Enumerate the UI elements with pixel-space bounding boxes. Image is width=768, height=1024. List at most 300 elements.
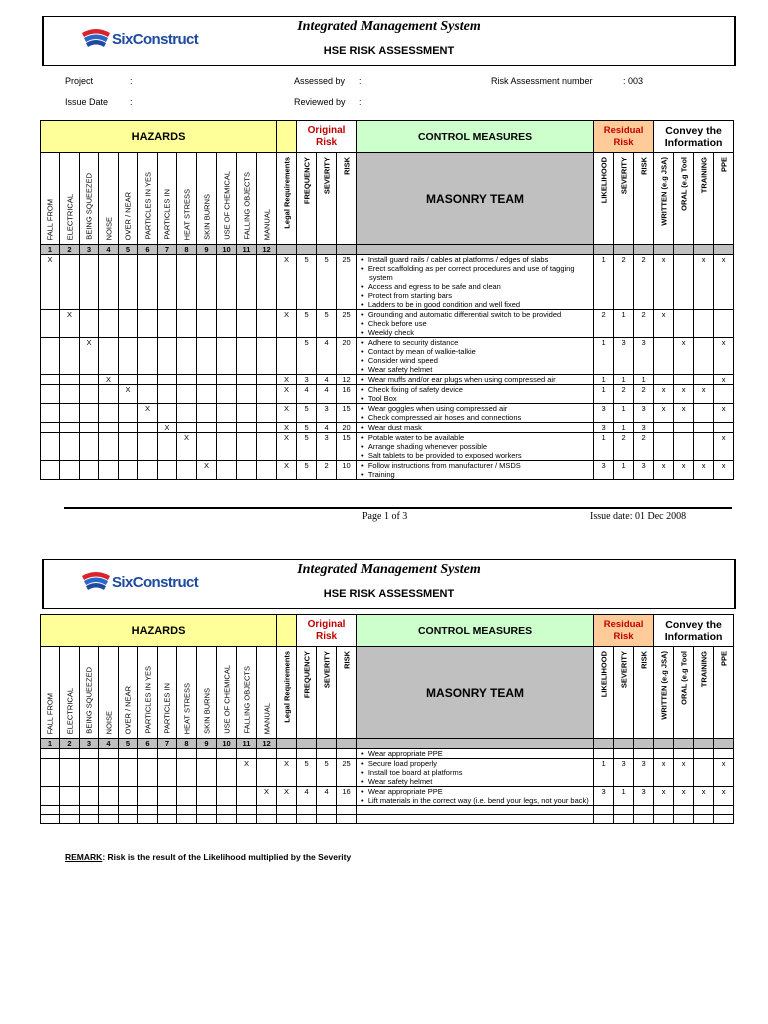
- orig-col-2-text: SEVERITY: [322, 651, 332, 689]
- table-row: [41, 806, 734, 815]
- number-row-blank: [317, 739, 337, 749]
- hazard-number: 6: [138, 739, 158, 749]
- hazard-mark: [217, 787, 237, 806]
- column-header-row: [41, 647, 734, 739]
- written-mark: x: [654, 385, 674, 404]
- hazard-mark: X: [237, 759, 257, 787]
- hazard-col-6: [138, 647, 158, 739]
- control-measure-item: • Access and egress to be safe and clean: [361, 282, 593, 291]
- hazard-mark: [177, 787, 197, 806]
- control-measure-item: • Potable water to be available: [361, 433, 593, 442]
- training-mark: x: [694, 787, 714, 806]
- likelihood-value: 1: [594, 375, 614, 385]
- control-measures-cell: [357, 759, 594, 787]
- hazard-col-1-text: FALL FROM: [45, 692, 55, 734]
- hazard-mark: [158, 461, 177, 480]
- hazard-mark: [197, 375, 217, 385]
- frequency-value: 5: [297, 423, 317, 433]
- control-measure-item: • Wear safety helmet: [361, 777, 593, 786]
- ppe-mark: x: [714, 404, 734, 423]
- hazard-mark: [237, 461, 257, 480]
- training-mark: [694, 375, 714, 385]
- hazard-mark: [41, 338, 60, 375]
- severity-value: 5: [317, 255, 337, 310]
- hazard-mark: [257, 310, 277, 338]
- hazard-col-4: [99, 153, 119, 245]
- hazard-mark: [217, 385, 237, 404]
- convey-col-3: [694, 153, 714, 245]
- hazard-mark: [41, 310, 60, 338]
- ppe-mark: [714, 806, 734, 815]
- hazard-col-5-text: OVER / NEAR: [123, 191, 133, 240]
- hazard-mark: [99, 404, 119, 423]
- convey-col-3-text: TRAINING: [699, 651, 709, 688]
- hazard-number: 3: [80, 739, 99, 749]
- remark-label: REMARK: [65, 852, 103, 862]
- hazard-mark: [138, 338, 158, 375]
- hazard-mark: [80, 749, 99, 759]
- number-row-blank: [674, 739, 694, 749]
- training-mark: [694, 310, 714, 338]
- written-mark: [654, 423, 674, 433]
- severity-value: 4: [317, 787, 337, 806]
- legal-mark: [277, 338, 297, 375]
- risk-value: [337, 815, 357, 824]
- table-row: [41, 815, 734, 824]
- written-mark: x: [654, 310, 674, 338]
- hazard-mark: [99, 310, 119, 338]
- hazard-mark: [119, 404, 138, 423]
- hazard-col-11-text: FALLING OBJECTS: [242, 172, 251, 240]
- residual-risk-value: [634, 806, 654, 815]
- hazard-mark: [60, 787, 80, 806]
- hazard-col-5: [119, 647, 138, 739]
- hazard-mark: [177, 310, 197, 338]
- hazard-mark: [99, 749, 119, 759]
- hazard-mark: [99, 338, 119, 375]
- frequency-value: [297, 815, 317, 824]
- hazard-mark: [237, 385, 257, 404]
- legal-mark: X: [277, 787, 297, 806]
- training-mark: [694, 759, 714, 787]
- hazard-mark: [257, 759, 277, 787]
- hazard-mark: [80, 806, 99, 815]
- risk-value: 15: [337, 404, 357, 423]
- hazard-mark: [197, 806, 217, 815]
- training-mark: x: [694, 461, 714, 480]
- issue-label: Issue Date: [65, 97, 109, 107]
- control-measure-item: • Training: [361, 470, 593, 479]
- orig-col-1-text: FREQUENCY: [302, 157, 312, 205]
- hazard-mark: X: [99, 375, 119, 385]
- control-measure-item: • Check before use: [361, 319, 593, 328]
- hazard-mark: [119, 759, 138, 787]
- training-mark: [694, 806, 714, 815]
- hazard-mark: X: [60, 310, 80, 338]
- legal-mark: X: [277, 461, 297, 480]
- hazard-mark: [237, 375, 257, 385]
- ppe-mark: [714, 423, 734, 433]
- hazard-col-2-text: ELECTRICAL: [65, 193, 74, 240]
- residual-severity-value: 3: [614, 338, 634, 375]
- frequency-value: 4: [297, 787, 317, 806]
- hazard-mark: [80, 433, 99, 461]
- header-box-1: [42, 16, 736, 66]
- hazard-col-10-text: USE OF CHEMICAL: [222, 171, 231, 240]
- hazard-mark: [158, 749, 177, 759]
- hazard-mark: X: [177, 433, 197, 461]
- residual-risk-value: 2: [634, 385, 654, 404]
- residual-severity-value: 1: [614, 787, 634, 806]
- severity-value: 4: [317, 375, 337, 385]
- hazard-mark: [60, 806, 80, 815]
- convey-col-1: [654, 153, 674, 245]
- hazard-mark: [99, 815, 119, 824]
- hazard-mark: [158, 310, 177, 338]
- hazard-mark: [217, 375, 237, 385]
- hazard-col-12-text: MANUAL: [262, 208, 272, 240]
- convey-col-4-text: PPE: [719, 157, 729, 173]
- hazards-heading: HAZARDS: [41, 121, 277, 153]
- frequency-value: 5: [297, 404, 317, 423]
- number-row-blank: [674, 245, 694, 255]
- hazard-col-10: [217, 647, 237, 739]
- hazard-mark: [119, 787, 138, 806]
- likelihood-value: 1: [594, 338, 614, 375]
- table-row: [41, 461, 734, 480]
- table-row: [41, 310, 734, 338]
- hazard-mark: [177, 338, 197, 375]
- written-mark: [654, 433, 674, 461]
- written-mark: [654, 815, 674, 824]
- hazard-number: 6: [138, 245, 158, 255]
- table-row: [41, 375, 734, 385]
- control-measure-item: • Consider wind speed: [361, 356, 593, 365]
- number-row-blank: [337, 245, 357, 255]
- hazard-mark: X: [138, 404, 158, 423]
- resid-col-3: [634, 153, 654, 245]
- control-measures-heading: CONTROL MEASURES: [357, 615, 594, 647]
- training-mark: [694, 749, 714, 759]
- oral-mark: x: [674, 385, 694, 404]
- hazard-number: 7: [158, 739, 177, 749]
- hazard-mark: [257, 255, 277, 310]
- severity-value: 2: [317, 461, 337, 480]
- hazard-number-row: [41, 739, 734, 749]
- hazard-col-6-text: PARTICLES IN YES: [143, 172, 152, 240]
- risk-value: 25: [337, 759, 357, 787]
- hazard-mark: [177, 255, 197, 310]
- residual-severity-value: 1: [614, 375, 634, 385]
- control-measures-cell: [357, 404, 594, 423]
- training-mark: [694, 338, 714, 375]
- frequency-value: 5: [297, 310, 317, 338]
- number-row-blank: [594, 245, 614, 255]
- hazard-mark: [60, 815, 80, 824]
- convey-info-heading: Convey the Information: [654, 121, 734, 153]
- convey-col-1-text: WRITTEN (e.g JSA): [659, 157, 669, 226]
- table-row: [41, 385, 734, 404]
- risk-value: 25: [337, 255, 357, 310]
- hazard-mark: [237, 255, 257, 310]
- team-heading: MASONRY TEAM: [357, 153, 594, 245]
- hazard-mark: [138, 806, 158, 815]
- resid-col-2: [614, 647, 634, 739]
- hazards-heading: HAZARDS: [41, 615, 277, 647]
- hazard-mark: [119, 806, 138, 815]
- assessed-label: Assessed by: [294, 76, 346, 86]
- hazard-mark: [158, 385, 177, 404]
- residual-risk-value: 3: [634, 461, 654, 480]
- ppe-mark: [714, 385, 734, 404]
- training-mark: [694, 423, 714, 433]
- severity-value: 3: [317, 404, 337, 423]
- hazard-mark: [197, 338, 217, 375]
- hazard-col-3: [80, 647, 99, 739]
- hazard-mark: [138, 759, 158, 787]
- hazard-mark: [41, 433, 60, 461]
- hazard-col-4-text: NOISE: [104, 710, 113, 734]
- hazard-mark: [257, 423, 277, 433]
- control-measures-cell: [357, 461, 594, 480]
- written-mark: [654, 806, 674, 815]
- residual-risk-value: 3: [634, 338, 654, 375]
- hazard-mark: [41, 375, 60, 385]
- hazard-number: 1: [41, 245, 60, 255]
- system-title: Integrated Management System: [297, 562, 481, 577]
- hazard-mark: [177, 759, 197, 787]
- hazard-col-3: [80, 153, 99, 245]
- hazard-mark: [119, 423, 138, 433]
- hazard-mark: [237, 787, 257, 806]
- hazard-number: 8: [177, 739, 197, 749]
- convey-col-4: [714, 647, 734, 739]
- residual-risk-value: 2: [634, 255, 654, 310]
- residual-risk-value: [634, 815, 654, 824]
- resid-col-1: [594, 647, 614, 739]
- hazard-mark: [138, 433, 158, 461]
- hazard-mark: [80, 310, 99, 338]
- hazard-mark: [41, 749, 60, 759]
- resid-col-1: [594, 153, 614, 245]
- hazard-mark: [138, 749, 158, 759]
- hazard-mark: [138, 461, 158, 480]
- hazard-mark: [237, 310, 257, 338]
- hazard-mark: [257, 806, 277, 815]
- doc-title: HSE RISK ASSESSMENT: [323, 588, 455, 600]
- hazard-mark: [60, 423, 80, 433]
- remark-text: : Risk is the result of the Likelihood multiplied by the Severity: [102, 852, 352, 862]
- convey-info-heading: Convey the Information: [654, 615, 734, 647]
- hazard-mark: [119, 815, 138, 824]
- oral-mark: x: [674, 759, 694, 787]
- control-measure-item: • Wear appropriate PPE: [361, 749, 593, 758]
- control-measures-cell: [357, 310, 594, 338]
- original-risk-heading: Original Risk: [297, 121, 357, 153]
- hazard-mark: [99, 255, 119, 310]
- control-measure-item: • Wear safety helmet: [361, 365, 593, 374]
- convey-col-4: [714, 153, 734, 245]
- ranum-label: Risk Assessment number: [491, 76, 593, 86]
- residual-risk-value: [634, 749, 654, 759]
- hazard-mark: X: [119, 385, 138, 404]
- hazard-mark: [41, 461, 60, 480]
- control-measure-item: • Arrange shading whenever possible: [361, 442, 593, 451]
- control-measures-cell: [357, 255, 594, 310]
- hazard-col-7: [158, 153, 177, 245]
- hazard-mark: [158, 759, 177, 787]
- hazard-mark: [99, 433, 119, 461]
- hazard-mark: [60, 375, 80, 385]
- hazard-number: 8: [177, 245, 197, 255]
- hazard-mark: [197, 255, 217, 310]
- convey-col-4-text: PPE: [719, 651, 729, 667]
- control-measures-cell: [357, 749, 594, 759]
- hazard-mark: [177, 423, 197, 433]
- orig-col-3-text: RISK: [342, 157, 352, 175]
- hazard-mark: [138, 815, 158, 824]
- hazard-mark: [177, 404, 197, 423]
- team-heading: MASONRY TEAM: [357, 647, 594, 739]
- number-row-blank: [714, 245, 734, 255]
- control-measure-item: • Weekly check: [361, 328, 593, 337]
- frequency-value: 5: [297, 338, 317, 375]
- residual-risk-value: 3: [634, 759, 654, 787]
- control-measure-item: • Install toe board at platforms: [361, 768, 593, 777]
- hazard-mark: [197, 385, 217, 404]
- hazard-mark: [158, 404, 177, 423]
- hazard-mark: [217, 461, 237, 480]
- ppe-mark: x: [714, 255, 734, 310]
- hazard-mark: [99, 385, 119, 404]
- hazard-mark: [177, 461, 197, 480]
- legal-mark: X: [277, 375, 297, 385]
- hazard-mark: [119, 433, 138, 461]
- hazard-number: 9: [197, 739, 217, 749]
- hazard-mark: [197, 423, 217, 433]
- hazard-col-4-text: NOISE: [104, 216, 113, 240]
- hazard-col-8: [177, 647, 197, 739]
- number-row-blank: [357, 245, 594, 255]
- convey-col-2-text: ORAL (e.g Tool: [679, 157, 689, 211]
- orig-col-2: [317, 153, 337, 245]
- hazard-mark: [138, 787, 158, 806]
- number-row-blank: [297, 739, 317, 749]
- hazard-number: 11: [237, 245, 257, 255]
- oral-mark: x: [674, 461, 694, 480]
- risk-value: 16: [337, 787, 357, 806]
- resid-col-2-text: SEVERITY: [619, 157, 629, 195]
- residual-severity-value: 1: [614, 404, 634, 423]
- page-number: Page 1 of 3: [362, 511, 408, 522]
- hazard-mark: [119, 338, 138, 375]
- hazard-mark: X: [197, 461, 217, 480]
- risk-table-page-2: [40, 614, 734, 824]
- residual-severity-value: [614, 815, 634, 824]
- hazard-mark: [217, 749, 237, 759]
- hazard-mark: [257, 815, 277, 824]
- control-measure-item: • Wear appropriate PPE: [361, 787, 593, 796]
- orig-col-3-text: RISK: [342, 651, 352, 669]
- hazard-mark: [197, 310, 217, 338]
- hazard-col-9: [197, 153, 217, 245]
- hazard-mark: [158, 338, 177, 375]
- hazard-mark: [158, 375, 177, 385]
- hazard-col-3-text: BEING SQUEEZED: [84, 667, 94, 734]
- hazard-mark: [217, 338, 237, 375]
- hazard-col-10-text: USE OF CHEMICAL: [222, 665, 231, 734]
- hazard-mark: [257, 338, 277, 375]
- hazard-mark: [138, 310, 158, 338]
- number-row-blank: [714, 739, 734, 749]
- hazard-mark: [257, 375, 277, 385]
- convey-col-3: [694, 647, 714, 739]
- hazard-col-7-text: PARTICLES IN: [162, 189, 172, 240]
- control-measures-cell: [357, 338, 594, 375]
- resid-col-3-text: RISK: [639, 157, 649, 175]
- header-box-2: [42, 559, 736, 609]
- orig-col-1: [297, 153, 317, 245]
- hazard-col-11: [237, 153, 257, 245]
- severity-value: [317, 806, 337, 815]
- risk-value: 12: [337, 375, 357, 385]
- likelihood-value: 1: [594, 433, 614, 461]
- hazard-number: 7: [158, 245, 177, 255]
- hazard-mark: [60, 759, 80, 787]
- hazard-mark: [177, 749, 197, 759]
- training-mark: x: [694, 385, 714, 404]
- risk-value: 25: [337, 310, 357, 338]
- frequency-value: 5: [297, 759, 317, 787]
- oral-mark: [674, 423, 694, 433]
- written-mark: x: [654, 404, 674, 423]
- likelihood-value: [594, 806, 614, 815]
- ppe-mark: [714, 815, 734, 824]
- hazard-mark: [80, 385, 99, 404]
- hazard-mark: [41, 404, 60, 423]
- column-header-row: [41, 153, 734, 245]
- training-mark: [694, 404, 714, 423]
- likelihood-value: 3: [594, 423, 614, 433]
- written-mark: [654, 375, 674, 385]
- control-measure-item: • Secure load properly: [361, 759, 593, 768]
- hazard-mark: [158, 787, 177, 806]
- frequency-value: [297, 749, 317, 759]
- hazard-mark: [217, 310, 237, 338]
- written-mark: x: [654, 461, 674, 480]
- residual-severity-value: 2: [614, 385, 634, 404]
- hazard-mark: [237, 338, 257, 375]
- hazard-col-11-text: FALLING OBJECTS: [242, 666, 251, 734]
- hazard-mark: [257, 404, 277, 423]
- oral-mark: x: [674, 404, 694, 423]
- orig-col-3: [337, 647, 357, 739]
- hazard-mark: [197, 433, 217, 461]
- hazard-number: 12: [257, 245, 277, 255]
- frequency-value: 3: [297, 375, 317, 385]
- hazard-mark: [257, 385, 277, 404]
- ppe-mark: [714, 749, 734, 759]
- convey-col-1-text: WRITTEN (e.g JSA): [659, 651, 669, 720]
- legal-mark: X: [277, 423, 297, 433]
- table-row: [41, 787, 734, 806]
- control-measures-cell: [357, 375, 594, 385]
- hazard-mark: [217, 759, 237, 787]
- training-mark: x: [694, 255, 714, 310]
- hazard-col-6: [138, 153, 158, 245]
- number-row-blank: [297, 245, 317, 255]
- resid-col-3-text: RISK: [639, 651, 649, 669]
